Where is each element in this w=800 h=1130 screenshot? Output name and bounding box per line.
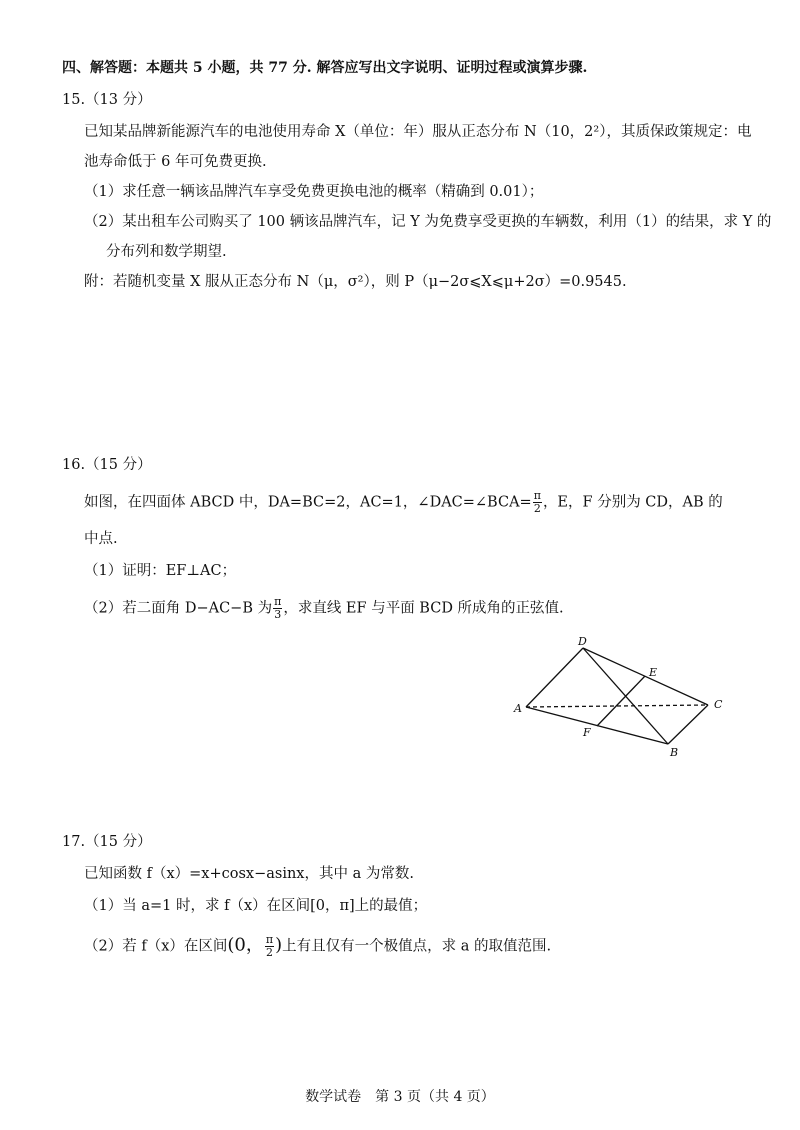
page-footer: 数学试卷 第 3 页（共 4 页） (305, 1089, 495, 1105)
q16-stem-line1 (84, 490, 723, 515)
q17-part2-a: （2）若 f（x）在区间 (84, 938, 228, 955)
q17-part2 (84, 934, 551, 959)
label-E: E (649, 666, 658, 679)
q16-part2-a: （2）若二面角 D−AC−B 为 (84, 600, 273, 617)
label-D: D (578, 635, 587, 648)
q15-stem-line1: 已知某品牌新能源汽车的电池使用寿命 X（单位：年）服从正态分布 N（10，2²），其质保政策规定：电 (84, 124, 752, 140)
edge-DC (583, 648, 708, 705)
edge-BC (668, 705, 708, 744)
q15-number: 15.（13 分） (62, 92, 152, 108)
q16-fraction-pi-over-2: $\frac{\pi}{2}$ (533, 489, 541, 515)
q15-part2-line1: （2）某出租车公司购买了 100 辆该品牌汽车，记 Y 为免费享受更换的车辆数，利用（1）的结果，求 Y 的 (84, 214, 772, 230)
q16-stem-part-b: ，E，F 分别为 CD，AB 的 (542, 494, 723, 511)
q16-part2-b: ，求直线 EF 与平面 BCD 所成角的正弦值. (283, 600, 564, 617)
q15-stem-line2: 池寿命低于 6 年可免费更换. (84, 154, 267, 170)
segment-EF (597, 676, 645, 726)
tetrahedron-figure (508, 634, 738, 764)
label-B: B (670, 746, 679, 759)
label-A: A (514, 702, 522, 715)
q17-interval-left: (0， (227, 934, 264, 956)
q15-part2-line2: 分布列和数学期望. (106, 244, 227, 260)
q17-fraction-pi-over-2: $\frac{\pi}{2}$ (265, 933, 274, 959)
label-C: C (714, 698, 723, 711)
q15-note: 附：若随机变量 X 服从正态分布 N（μ，σ²），则 P（μ−2σ⩽X⩽μ+2σ）=0.9545. (84, 274, 627, 290)
q16-stem-part-a: 如图，在四面体 ABCD 中，DA=BC=2，AC=1，∠DAC=∠BCA= (84, 494, 532, 511)
q17-part1: （1）当 a=1 时，求 f（x）在区间[0，π]上的最值； (84, 898, 428, 914)
q16-fraction-pi-over-3: $\frac{\pi}{3}$ (274, 595, 282, 621)
edge-AD (526, 648, 583, 707)
q15-part1: （1）求任意一辆该品牌汽车享受免费更换电池的概率（精确到 0.01）； (84, 184, 544, 200)
q17-interval-right: ) (275, 934, 283, 956)
label-F: F (583, 726, 591, 739)
section-heading: 四、解答题：本题共 5 小题，共 77 分. 解答应写出文字说明、证明过程或演算步骤. (62, 60, 588, 76)
q17-part2-b: 上有且仅有一个极值点，求 a 的取值范围. (282, 938, 552, 955)
q16-part2 (84, 596, 564, 621)
q17-number: 17.（15 分） (62, 834, 152, 850)
q16-number: 16.（15 分） (62, 457, 152, 473)
q16-part1: （1）证明：EF⊥AC； (84, 563, 237, 579)
q16-stem-line2: 中点. (84, 531, 118, 547)
q17-stem: 已知函数 f（x）=x+cosx−asinx，其中 a 为常数. (84, 866, 414, 882)
